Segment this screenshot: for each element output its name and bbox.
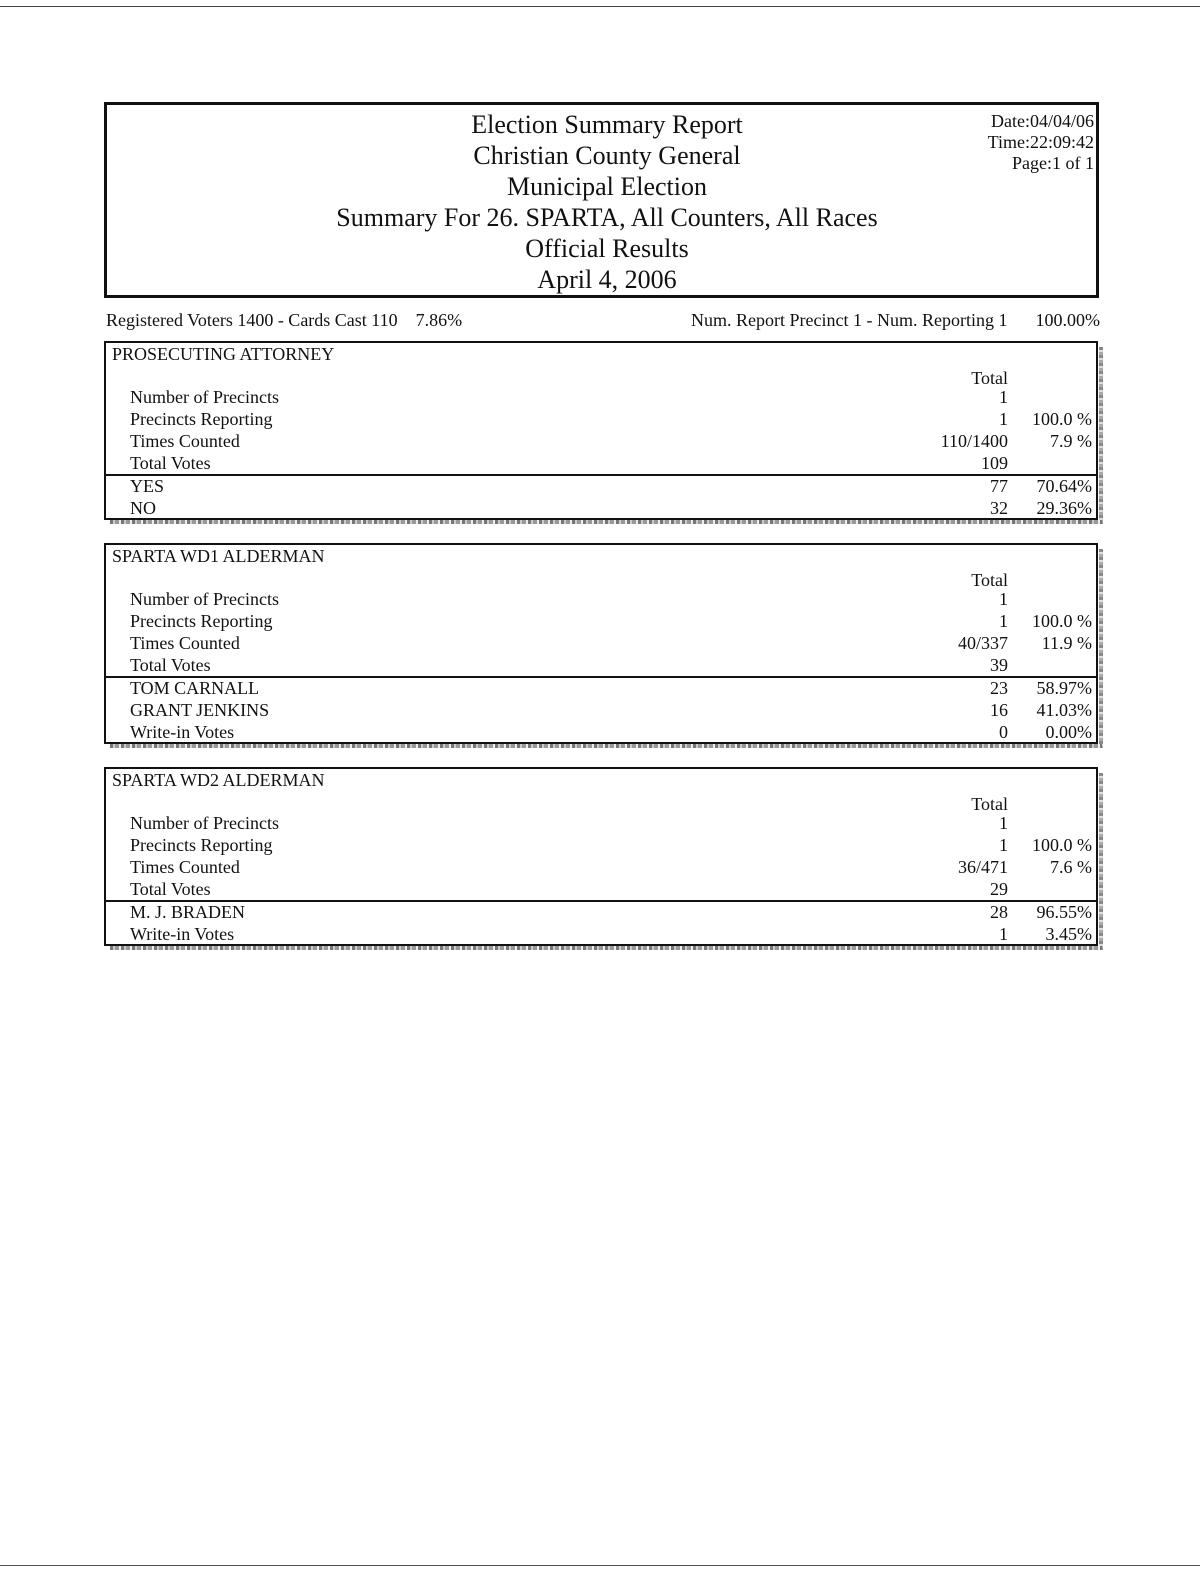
stat-row [106, 632, 1096, 654]
report-scope: Summary For 26. SPARTA, All Counters, All Races [336, 203, 878, 232]
stat-total: 1 [999, 589, 1008, 609]
choice-percent: 29.36% [1036, 498, 1092, 518]
report-election: Municipal Election [506, 172, 707, 201]
report-county: Christian County General [473, 141, 741, 170]
stat-percent: 11.9 % [1041, 633, 1092, 653]
report-status: Official Results [525, 234, 689, 263]
choice-row [106, 497, 1096, 519]
stat-row [106, 654, 1096, 676]
choice-votes: 16 [990, 700, 1008, 720]
choice-row [106, 677, 1096, 699]
choice-percent: 41.03% [1036, 700, 1092, 720]
total-column-header: Total [971, 570, 1008, 590]
choice-row [106, 699, 1096, 721]
stat-row [106, 386, 1096, 408]
total-column-header: Total [971, 794, 1008, 814]
stat-percent: 100.0 % [1032, 611, 1092, 631]
choice-votes: 23 [990, 678, 1008, 698]
stat-label: Precincts Reporting [130, 409, 273, 429]
stat-row [106, 452, 1096, 474]
stat-total: 1 [999, 611, 1008, 631]
stat-row [106, 588, 1096, 610]
stat-label: Total Votes [130, 655, 211, 675]
report-title: Election Summary Report [471, 110, 743, 139]
registered-voters-line [106, 310, 462, 331]
stat-total: 1 [999, 387, 1008, 407]
choice-row [106, 923, 1096, 945]
choice-percent: 58.97% [1036, 678, 1092, 698]
report-meta [988, 111, 1094, 174]
stat-label: Precincts Reporting [130, 611, 273, 631]
stat-label: Number of Precincts [130, 387, 279, 407]
stat-total: 109 [981, 453, 1008, 473]
choice-label: Write-in Votes [130, 924, 235, 944]
choice-row [106, 475, 1096, 497]
race-prosecuting-attorney [104, 341, 1098, 520]
choice-votes: 1 [999, 924, 1008, 944]
stat-label: Number of Precincts [130, 813, 279, 833]
reporting-text: Num. Report Precinct 1 - Num. Reporting 1 [691, 310, 1008, 330]
total-column-header: Total [971, 368, 1008, 388]
race-title: SPARTA WD2 ALDERMAN [112, 770, 325, 790]
stat-total: 39 [990, 655, 1008, 675]
stat-total: 40/337 [957, 633, 1008, 653]
scan-edge-top [0, 6, 1200, 7]
stat-row [106, 610, 1096, 632]
stat-label: Total Votes [130, 453, 211, 473]
stat-label: Times Counted [130, 431, 240, 451]
stat-total: 1 [999, 835, 1008, 855]
reporting-line [691, 310, 1100, 331]
choice-label: YES [130, 476, 165, 496]
stat-row [106, 834, 1096, 856]
choice-label: TOM CARNALL [130, 678, 260, 698]
stat-total: 1 [999, 409, 1008, 429]
stat-total: 29 [990, 879, 1008, 899]
choice-percent: 3.45% [1045, 924, 1092, 944]
stat-percent: 7.6 % [1050, 857, 1092, 877]
choice-percent: 0.00% [1045, 722, 1092, 742]
stat-row [106, 812, 1096, 834]
stat-label: Number of Precincts [130, 589, 279, 609]
report-election-date: April 4, 2006 [537, 265, 677, 294]
stat-label: Times Counted [130, 857, 240, 877]
choice-percent: 70.64% [1036, 476, 1092, 496]
reporting-pct: 100.00% [1035, 310, 1100, 330]
stat-percent: 7.9 % [1050, 431, 1092, 451]
report-title-block [107, 109, 1107, 295]
stat-label: Total Votes [130, 879, 211, 899]
stat-total: 110/1400 [940, 431, 1008, 451]
choice-row [106, 721, 1096, 743]
stat-row [106, 878, 1096, 900]
choice-label: Write-in Votes [130, 722, 235, 742]
report-page: Page:1 of 1 [1012, 153, 1094, 173]
registered-voters-text: Registered Voters 1400 - Cards Cast 110 [106, 310, 398, 330]
race-sparta-wd1-alderman [104, 543, 1098, 744]
stat-total: 1 [999, 813, 1008, 833]
report-header [104, 102, 1099, 298]
choice-percent: 96.55% [1036, 902, 1092, 922]
race-title: PROSECUTING ATTORNEY [112, 344, 335, 364]
stat-label: Times Counted [130, 633, 240, 653]
stat-row [106, 430, 1096, 452]
choice-votes: 0 [999, 722, 1008, 742]
report-date: Date:04/04/06 [991, 111, 1094, 131]
choice-votes: 77 [990, 476, 1008, 496]
race-sparta-wd2-alderman [104, 767, 1098, 946]
stat-total: 36/471 [957, 857, 1008, 877]
stat-label: Precincts Reporting [130, 835, 273, 855]
choice-votes: 32 [990, 498, 1008, 518]
stat-row [106, 408, 1096, 430]
report-time: Time:22:09:42 [987, 132, 1094, 152]
race-title: SPARTA WD1 ALDERMAN [112, 546, 325, 566]
stat-row [106, 856, 1096, 878]
scan-edge-bottom [0, 1565, 1200, 1566]
choice-row [106, 901, 1096, 923]
choice-label: NO [130, 498, 156, 518]
stat-percent: 100.0 % [1032, 835, 1092, 855]
choice-votes: 28 [990, 902, 1008, 922]
choice-label: M. J. BRADEN [130, 902, 246, 922]
stat-percent: 100.0 % [1032, 409, 1092, 429]
registered-voters-pct: 7.86% [415, 310, 463, 330]
choice-label: GRANT JENKINS [130, 700, 270, 720]
